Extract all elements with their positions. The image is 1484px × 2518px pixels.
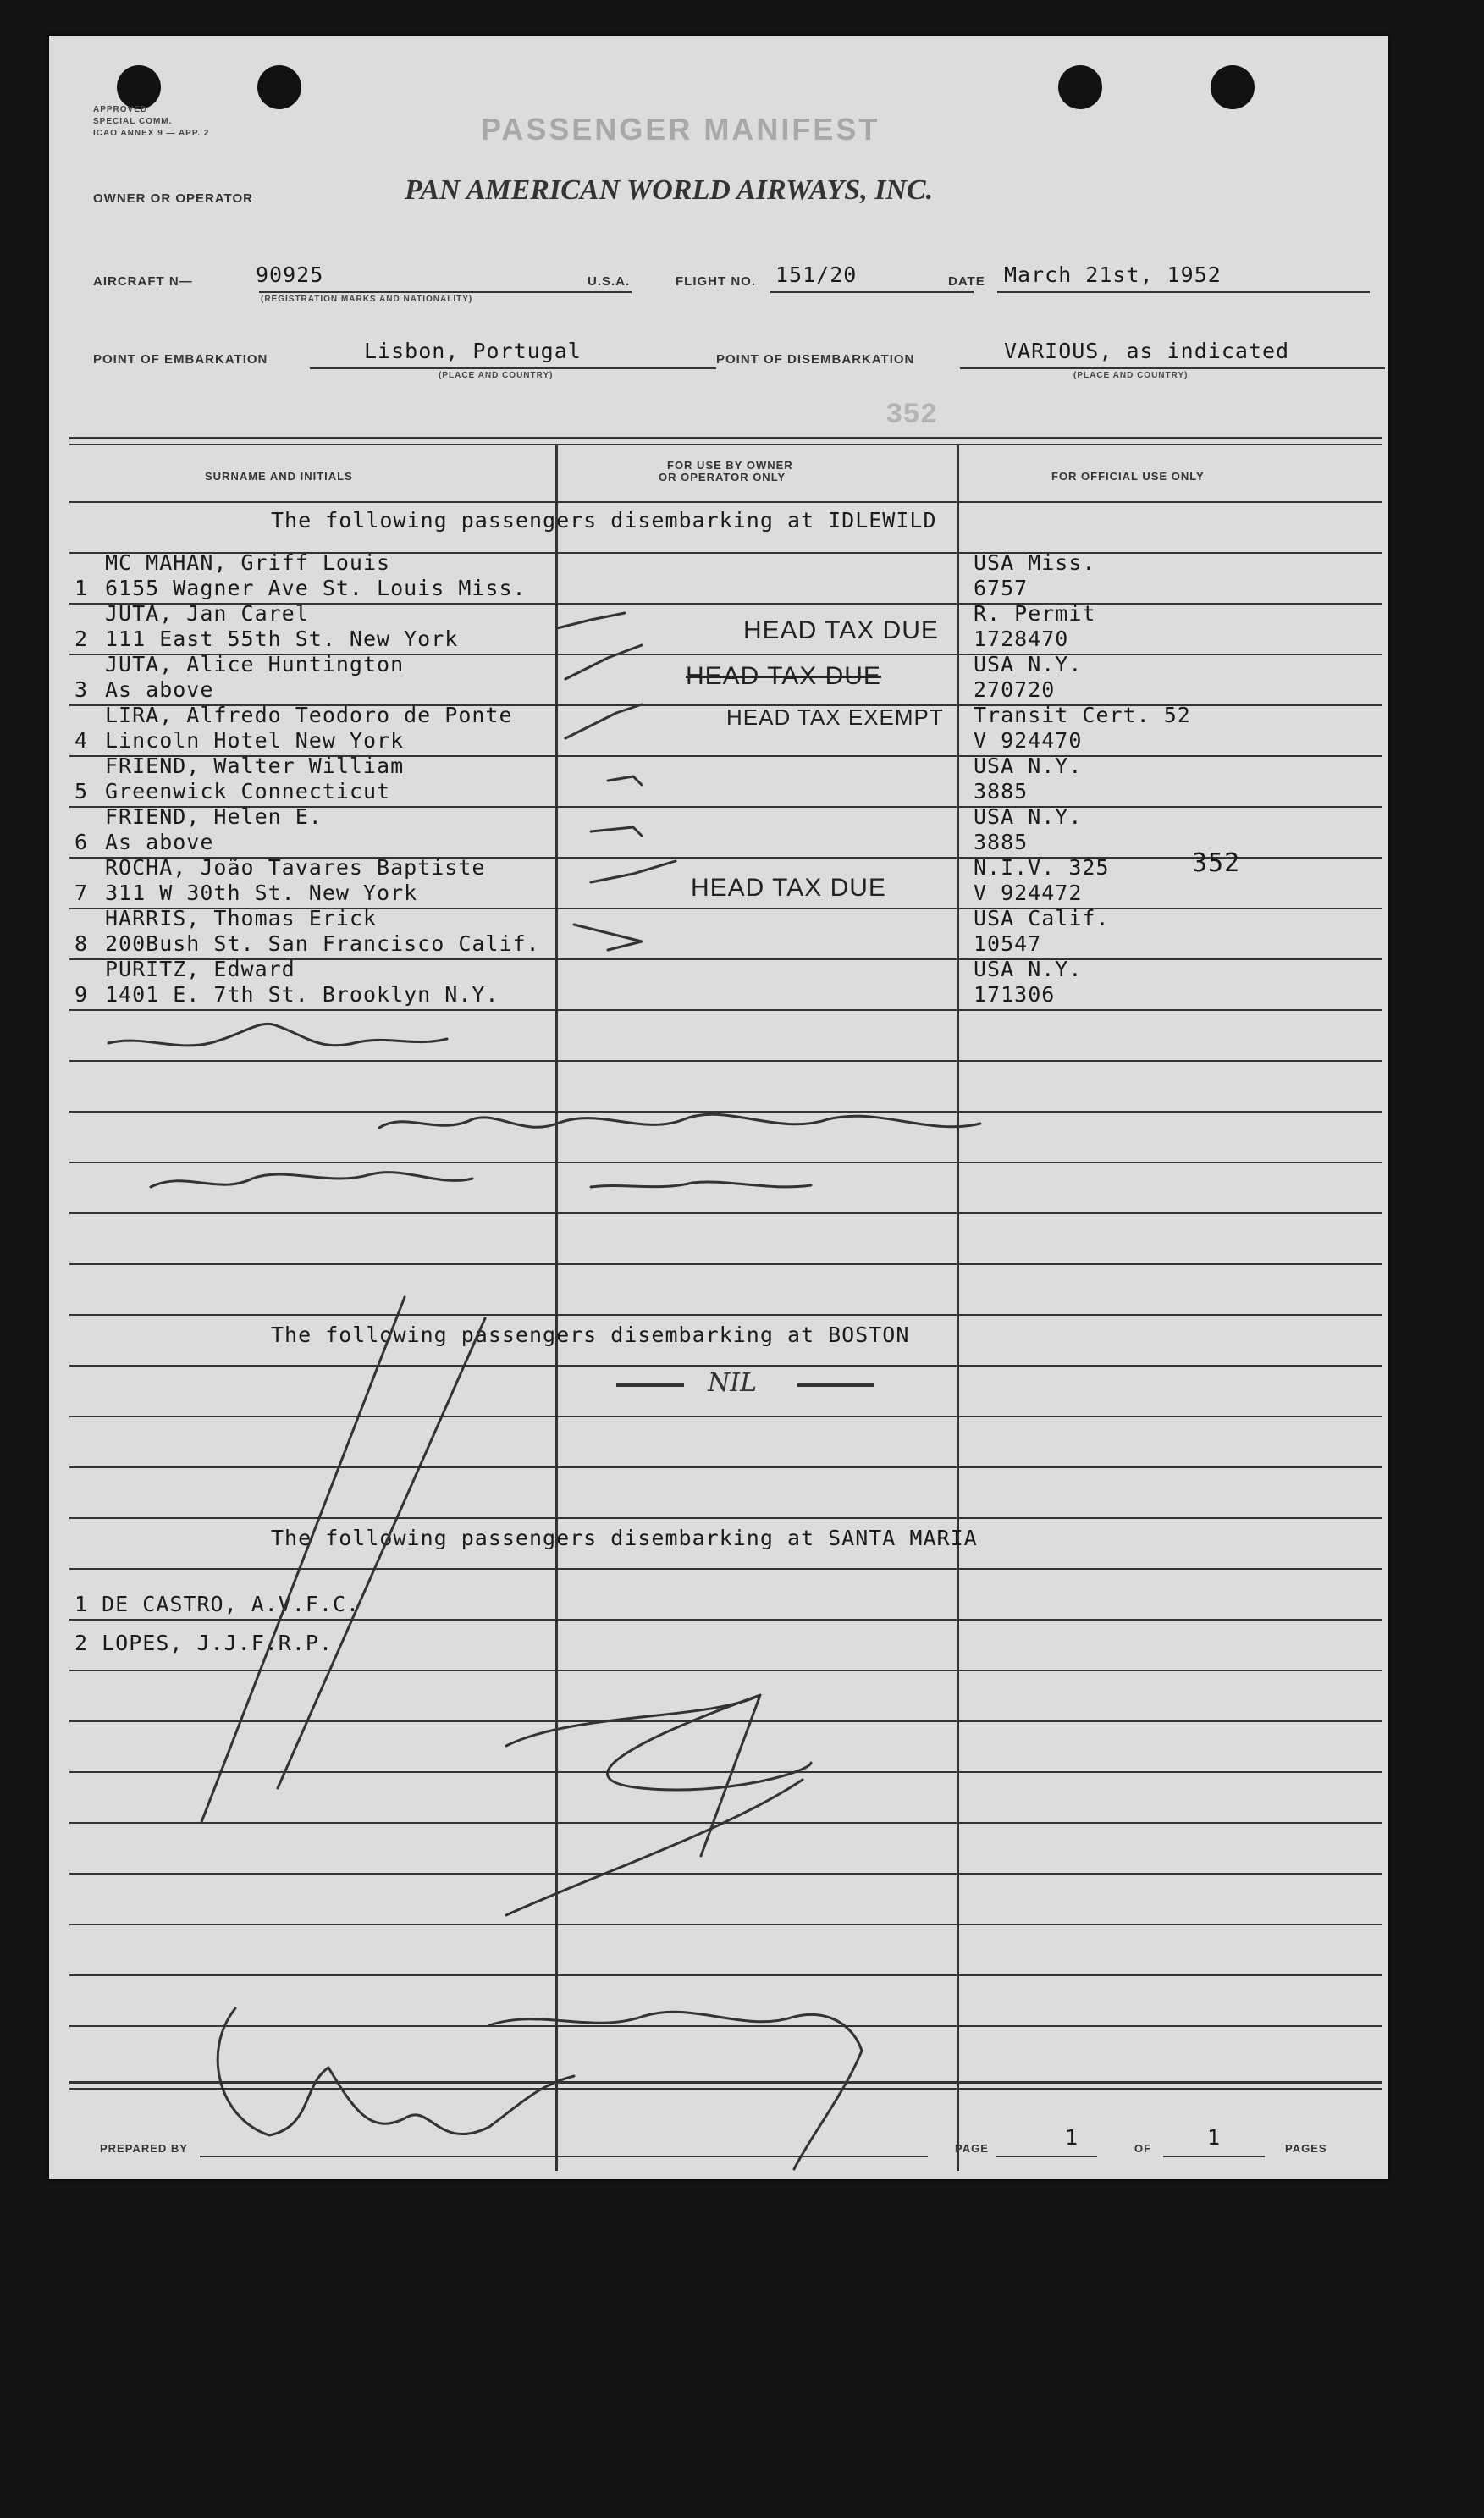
disembark-value: VARIOUS, as indicated: [1004, 339, 1290, 363]
annotation-scribble: [591, 1182, 811, 1187]
signature-swirl: [506, 1695, 811, 1915]
check-mark: [574, 925, 642, 950]
official-entry: USA Miss.: [974, 550, 1096, 575]
row-number: 2: [74, 1631, 89, 1655]
flight-value: 151/20: [775, 262, 858, 287]
passenger-name: FRIEND, Helen E.: [105, 804, 323, 829]
aircraft-caption: (REGISTRATION MARKS AND NATIONALITY): [261, 295, 473, 304]
of-label: OF: [1134, 2142, 1152, 2155]
column-header-name: SURNAME AND INITIALS: [205, 470, 353, 483]
official-entry-number: 3885: [974, 779, 1029, 803]
prepared-by-label: PREPARED BY: [100, 2142, 188, 2155]
official-entry: USA N.Y.: [974, 754, 1083, 778]
passenger-address: As above: [105, 830, 214, 854]
check-mark: [591, 861, 676, 882]
disembark-label: POINT OF DISEMBARKATION: [716, 352, 915, 367]
official-entry-number: V 924470: [974, 728, 1083, 753]
official-entry-number: 3885: [974, 830, 1029, 854]
owner-value: PAN AMERICAN WORLD AIRWAYS, INC.: [405, 174, 934, 206]
row-number: 5: [74, 779, 89, 803]
column-header-official: FOR OFFICIAL USE ONLY: [1051, 470, 1205, 483]
passenger-name: LOPES, J.J.F.R.P.: [102, 1631, 333, 1655]
passenger-address: Greenwick Connecticut: [105, 779, 391, 803]
row-number: 7: [74, 881, 89, 905]
strike-slash: [278, 1318, 485, 1788]
head-tax-exempt-stamp: HEAD TAX EXEMPT: [726, 704, 944, 730]
check-mark: [557, 613, 625, 628]
official-entry: Transit Cert. 52: [974, 703, 1191, 727]
row-number: 1: [74, 1592, 89, 1616]
check-mark: [565, 704, 642, 738]
manifest-sheet: [49, 36, 1388, 2179]
passenger-name: JUTA, Alice Huntington: [105, 652, 405, 676]
handwritten-marks: [49, 36, 1388, 2179]
section-heading-boston: The following passengers disembarking at BOSTON: [271, 1323, 910, 1347]
official-entry-number: V 924472: [974, 881, 1083, 905]
section-heading-idlewild: The following passengers disembarking at IDLEWILD: [271, 508, 937, 533]
passenger-name: DE CASTRO, A.V.F.C.: [102, 1592, 361, 1616]
passenger-name: MC MAHAN, Griff Louis: [105, 550, 391, 575]
date-value: March 21st, 1952: [1004, 262, 1222, 287]
embark-label: POINT OF EMBARKATION: [93, 352, 268, 367]
page-label: PAGE: [955, 2142, 989, 2155]
passenger-address: 311 W 30th St. New York: [105, 881, 418, 905]
passenger-address: 1401 E. 7th St. Brooklyn N.Y.: [105, 982, 499, 1007]
row-number: 6: [74, 830, 89, 854]
passenger-name: JUTA, Jan Carel: [105, 601, 309, 626]
owner-label: OWNER OR OPERATOR: [93, 191, 253, 206]
column-header-owner: OR OPERATOR ONLY: [659, 471, 786, 483]
passenger-address: 6155 Wagner Ave St. Louis Miss.: [105, 576, 527, 600]
row-number: 2: [74, 627, 89, 651]
head-tax-due-struck-stamp: HEAD TAX DUE: [686, 662, 881, 690]
official-entry-number: 171306: [974, 982, 1056, 1007]
official-entry-number: 6757: [974, 576, 1029, 600]
annotation-scribble: [108, 1024, 447, 1046]
official-entry: USA Calif.: [974, 906, 1110, 930]
passenger-name: HARRIS, Thomas Erick: [105, 906, 378, 930]
check-mark: [591, 827, 642, 836]
aircraft-value: 90925: [256, 262, 324, 287]
strike-slash: [201, 1297, 405, 1822]
passenger-address: 200Bush St. San Francisco Calif.: [105, 931, 540, 956]
official-entry: USA N.Y.: [974, 804, 1083, 829]
form-title: PASSENGER MANIFEST: [481, 112, 880, 146]
margin-number: 352: [1192, 848, 1241, 878]
passenger-name: ROCHA, João Tavares Baptiste: [105, 855, 486, 880]
nationality: U.S.A.: [588, 274, 631, 289]
disembark-caption: (PLACE AND COUNTRY): [1073, 371, 1189, 380]
section-heading-santa-maria: The following passengers disembarking at SANTA MARIA: [271, 1526, 978, 1550]
check-mark: [565, 645, 642, 679]
official-entry-number: 1728470: [974, 627, 1069, 651]
page-value: 1: [1065, 2125, 1079, 2150]
passenger-name: LIRA, Alfredo Teodoro de Ponte: [105, 703, 513, 727]
row-number: 1: [74, 576, 89, 600]
head-tax-due-stamp: HEAD TAX DUE: [743, 616, 939, 644]
sheet-number: 352: [885, 400, 938, 432]
approval-line: SPECIAL COMM.: [93, 117, 173, 126]
of-value: 1: [1207, 2125, 1222, 2150]
date-label: DATE: [948, 274, 985, 289]
passenger-name: PURITZ, Edward: [105, 957, 295, 981]
row-number: 4: [74, 728, 89, 753]
row-number: 8: [74, 931, 89, 956]
column-header-owner: FOR USE BY OWNER: [667, 459, 793, 472]
passenger-name: FRIEND, Walter William: [105, 754, 405, 778]
check-mark: [608, 776, 642, 785]
aircraft-label: AIRCRAFT N—: [93, 274, 193, 289]
passenger-address: 111 East 55th St. New York: [105, 627, 459, 651]
row-number: 9: [74, 982, 89, 1007]
approval-line: APPROVED: [93, 105, 148, 114]
passenger-address: Lincoln Hotel New York: [105, 728, 405, 753]
preparer-signature: [218, 2008, 862, 2169]
passenger-address: As above: [105, 677, 214, 702]
pages-label: PAGES: [1285, 2142, 1327, 2155]
approval-line: ICAO ANNEX 9 — APP. 2: [93, 129, 210, 138]
nil-note: NIL: [708, 1368, 758, 1398]
row-number: 3: [74, 677, 89, 702]
annotation-scribble: [379, 1114, 980, 1128]
official-entry: USA N.Y.: [974, 652, 1083, 676]
annotation-scribble: [151, 1173, 472, 1187]
official-entry-number: 270720: [974, 677, 1056, 702]
official-entry: N.I.V. 325: [974, 855, 1110, 880]
embark-caption: (PLACE AND COUNTRY): [439, 371, 554, 380]
flight-label: FLIGHT NO.: [676, 274, 756, 289]
head-tax-due-stamp-2: HEAD TAX DUE: [691, 874, 886, 902]
official-entry: R. Permit: [974, 601, 1096, 626]
embark-value: Lisbon, Portugal: [364, 339, 582, 363]
official-entry-number: 10547: [974, 931, 1042, 956]
official-entry: USA N.Y.: [974, 957, 1083, 981]
